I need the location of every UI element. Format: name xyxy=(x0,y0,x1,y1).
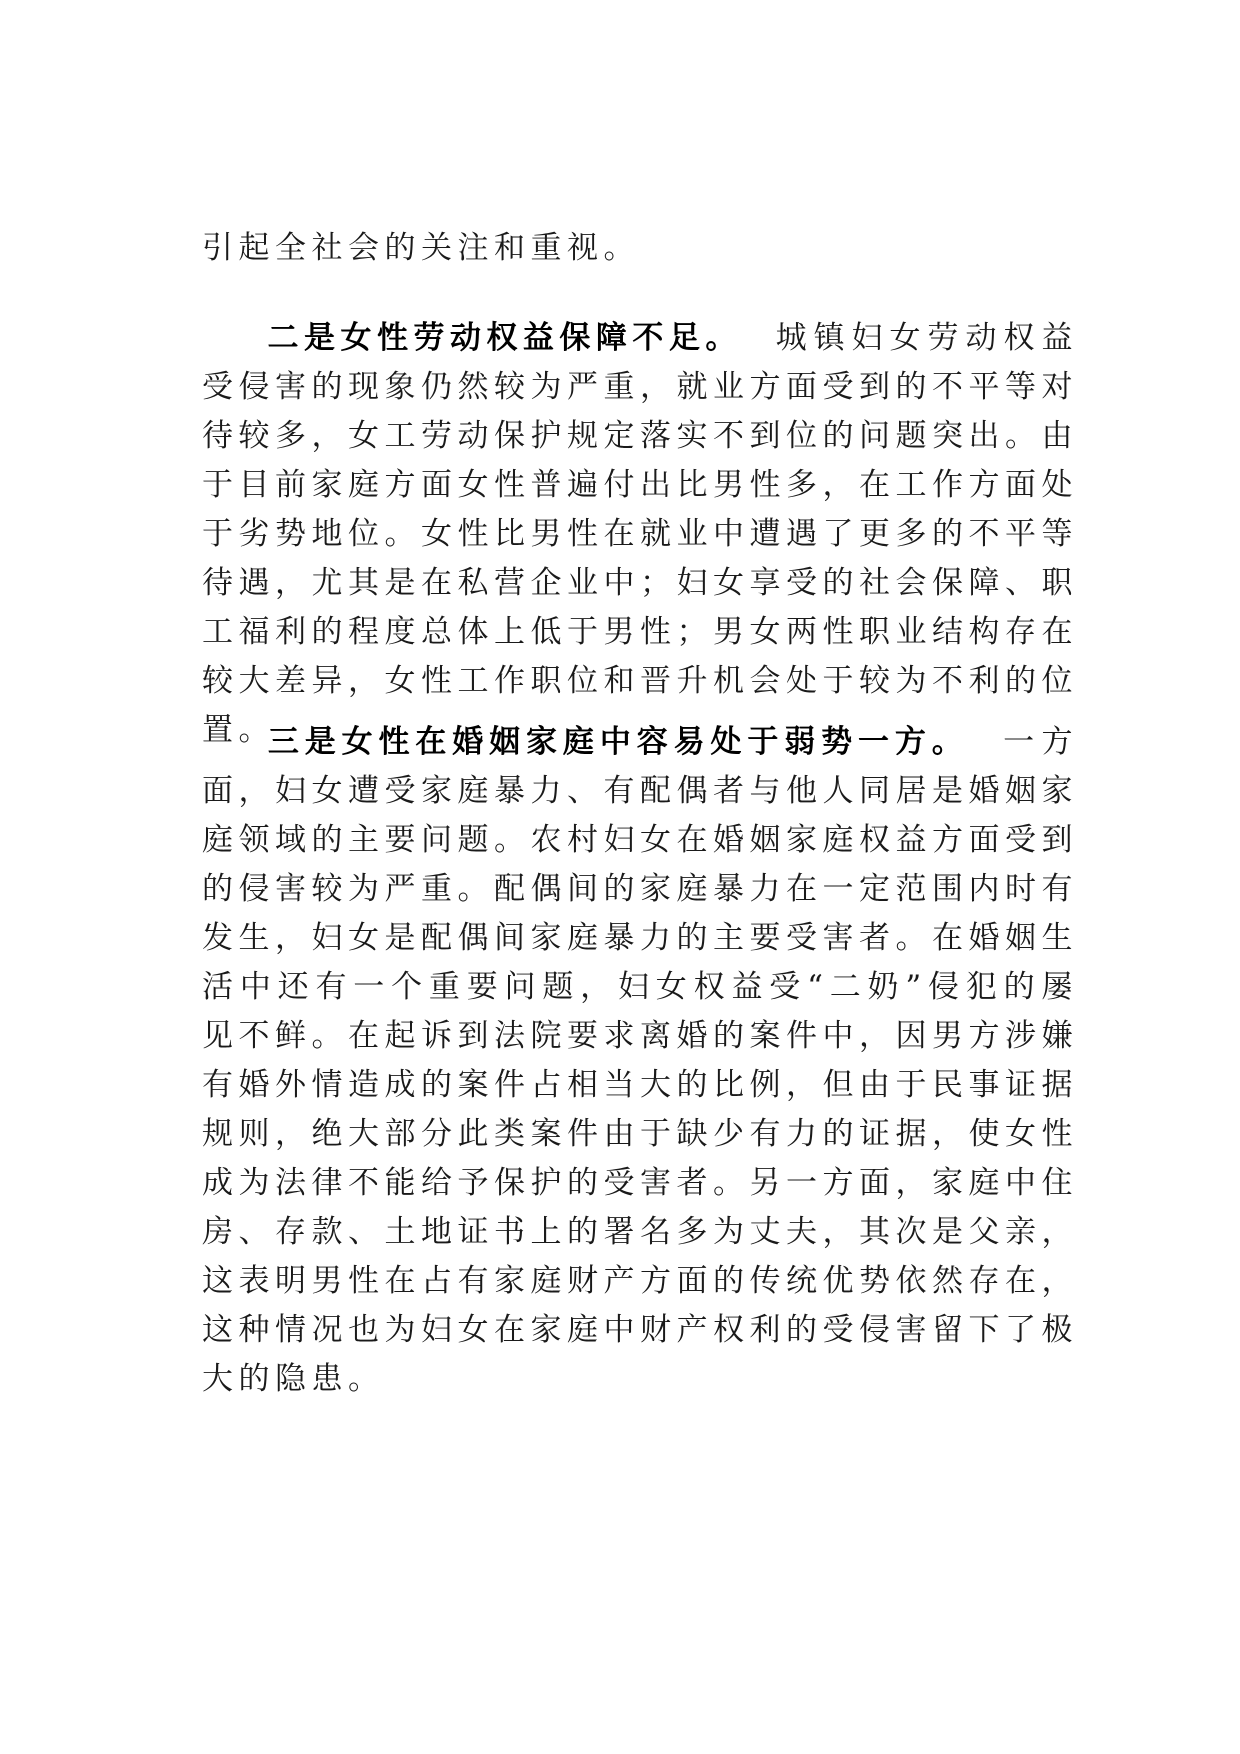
paragraph-text: 城镇妇女劳动权益受侵害的现象仍然较为严重，就业方面受到的不平等对待较多，女工劳动保护规定落实不到位的问题突出。由于目前家庭方面女性普遍付出比男性多，在工作方面处于劣势地位。女性比男性在就业中遭遇了更多的不平等待遇，尤其是在私营企业中；妇女享受的社会保障、职工福利的程度总体上低于男性；男女两性职业结构存在较大差异，女性工作职位和晋升机会处于较为不利的位置。 xyxy=(202,320,1079,748)
paragraph-heading: 三是女性在婚姻家庭中容易处于弱势一方。 xyxy=(266,724,969,760)
paragraph-text: 一方面，妇女遭受家庭暴力、有配偶者与他人同居是婚姻家庭领域的主要问题。农村妇女在婚姻家庭权益方面受到的侵害较为严重。配偶间的家庭暴力在一定范围内时有发生，妇女是配偶间家庭暴力的主要受害者。在婚姻生活中还有一个重要问题，妇女权益受“二奶”侵犯的屡见不鲜。在起诉到法院要求离婚的案件中，因男方涉嫌有婚外情造成的案件占相当大的比例，但由于民事证据规则，绝大部分此类案件由于缺少有力的证据，使女性成为法律不能给予保护的受害者。另一方面，家庭中住房、存款、土地证书上的署名多为丈夫，其次是父亲，这表明男性在占有家庭财产方面的传统优势依然存在，这种情况也为妇女在家庭中财产权利的受侵害留下了极大的隐患。 xyxy=(202,724,1079,1397)
paragraph-continuation xyxy=(202,224,1078,273)
paragraph-labor-rights xyxy=(202,314,1078,755)
paragraph-heading: 二是女性劳动权益保障不足。 xyxy=(266,320,742,356)
paragraph-text: 引起全社会的关注和重视。 xyxy=(202,230,640,266)
paragraph-marriage-family xyxy=(202,718,1078,1404)
